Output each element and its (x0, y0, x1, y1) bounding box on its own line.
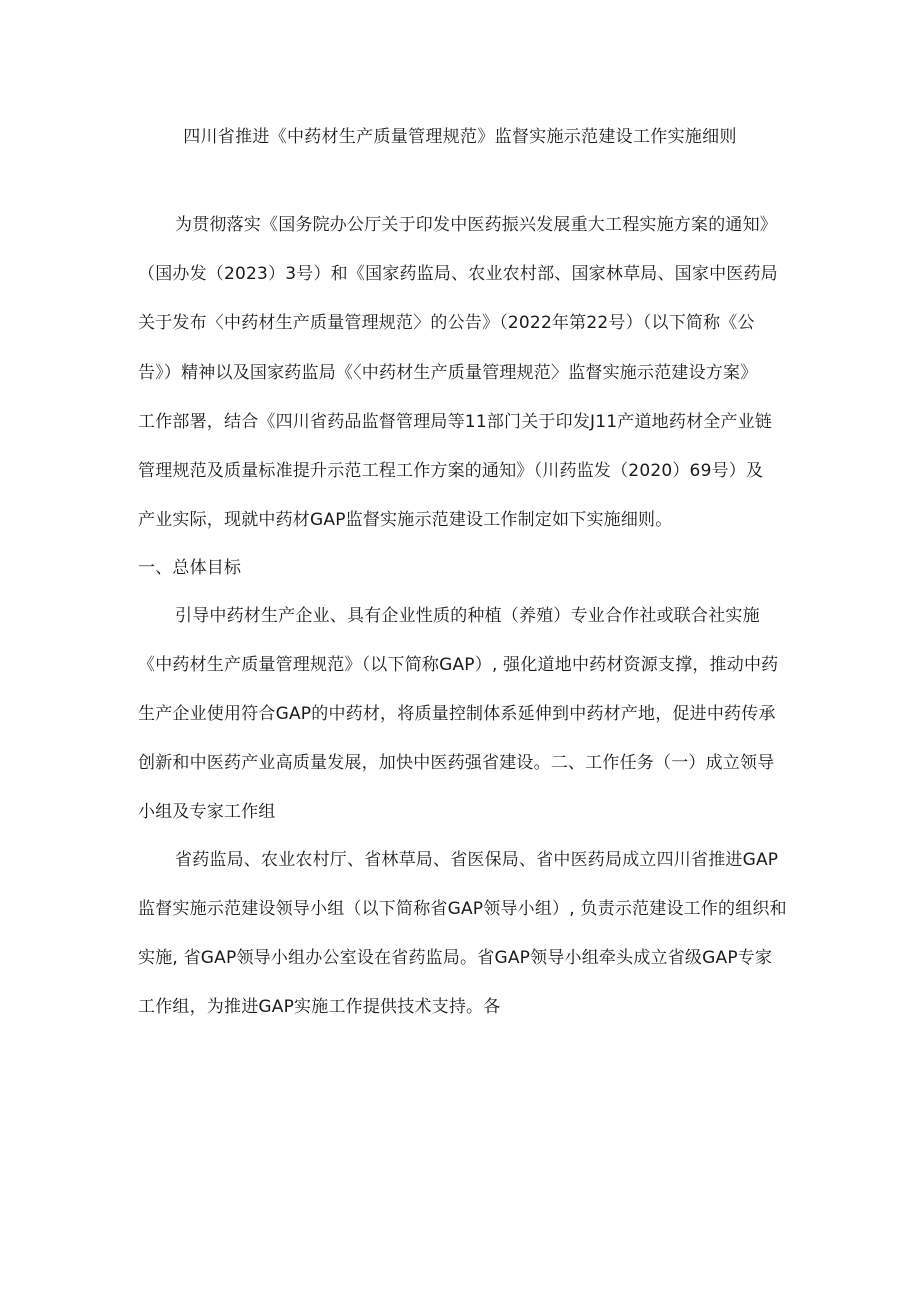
paragraph-line: 监督实施示范建设领导小组（以下简称省GAP领导小组）, 负责示范建设工作的组织和 (138, 899, 787, 919)
paragraph-line: 省药监局、农业农村厅、省林草局、省医保局、省中医药局成立四川省推进GAP (175, 850, 779, 870)
paragraph-line: 工作组，为推进GAP实施工作提供技术支持。各 (138, 997, 501, 1017)
document-title: 四川省推进《中药材生产质量管理规范》监督实施示范建设工作实施细则 (183, 127, 737, 147)
paragraph-line: 小组及专家工作组 (138, 802, 276, 822)
paragraph-line: 引导中药材生产企业、具有企业性质的种植（养殖）专业合作社或联合社实施 (175, 606, 760, 626)
paragraph-line: 《中药材生产质量管理规范》（以下简称GAP）, 强化道地中药材资源支撑，推动中药 (138, 655, 779, 675)
section-heading: 一、总体目标 (138, 558, 242, 578)
paragraph-line: 创新和中医药产业高质量发展，加快中医药强省建设。二、工作任务（一）成立领导 (138, 753, 775, 773)
paragraph-line: 生产企业使用符合GAP的中药材，将质量控制体系延伸到中药材产地，促进中药传承 (138, 704, 776, 724)
paragraph-line: 产业实际，现就中药材GAP监督实施示范建设工作制定如下实施细则。 (138, 510, 673, 530)
paragraph-line: 管理规范及质量标准提升示范工程工作方案的通知》（川药监发（2020）69号）及 (138, 461, 764, 481)
paragraph-line: 关于发布〈中药材生产质量管理规范〉的公告》（2022年第22号）（以下简称《公 (138, 313, 755, 333)
paragraph-line: 告》）精神以及国家药监局《〈中药材生产质量管理规范〉监督实施示范建设方案》 (138, 363, 758, 383)
paragraph-line: 实施, 省GAP领导小组办公室设在省药监局。省GAP领导小组牵头成立省级GAP专家 (138, 948, 773, 968)
paragraph-line: 工作部署，结合《四川省药品监督管理局等11部门关于印发J11产道地药材全产业链 (138, 412, 773, 432)
paragraph-line: （国办发（2023）3号）和《国家药监局、农业农村部、国家林草局、国家中医药局 (138, 264, 778, 284)
paragraph-line: 为贯彻落实《国务院办公厅关于印发中医药振兴发展重大工程实施方案的通知》 (175, 215, 777, 235)
